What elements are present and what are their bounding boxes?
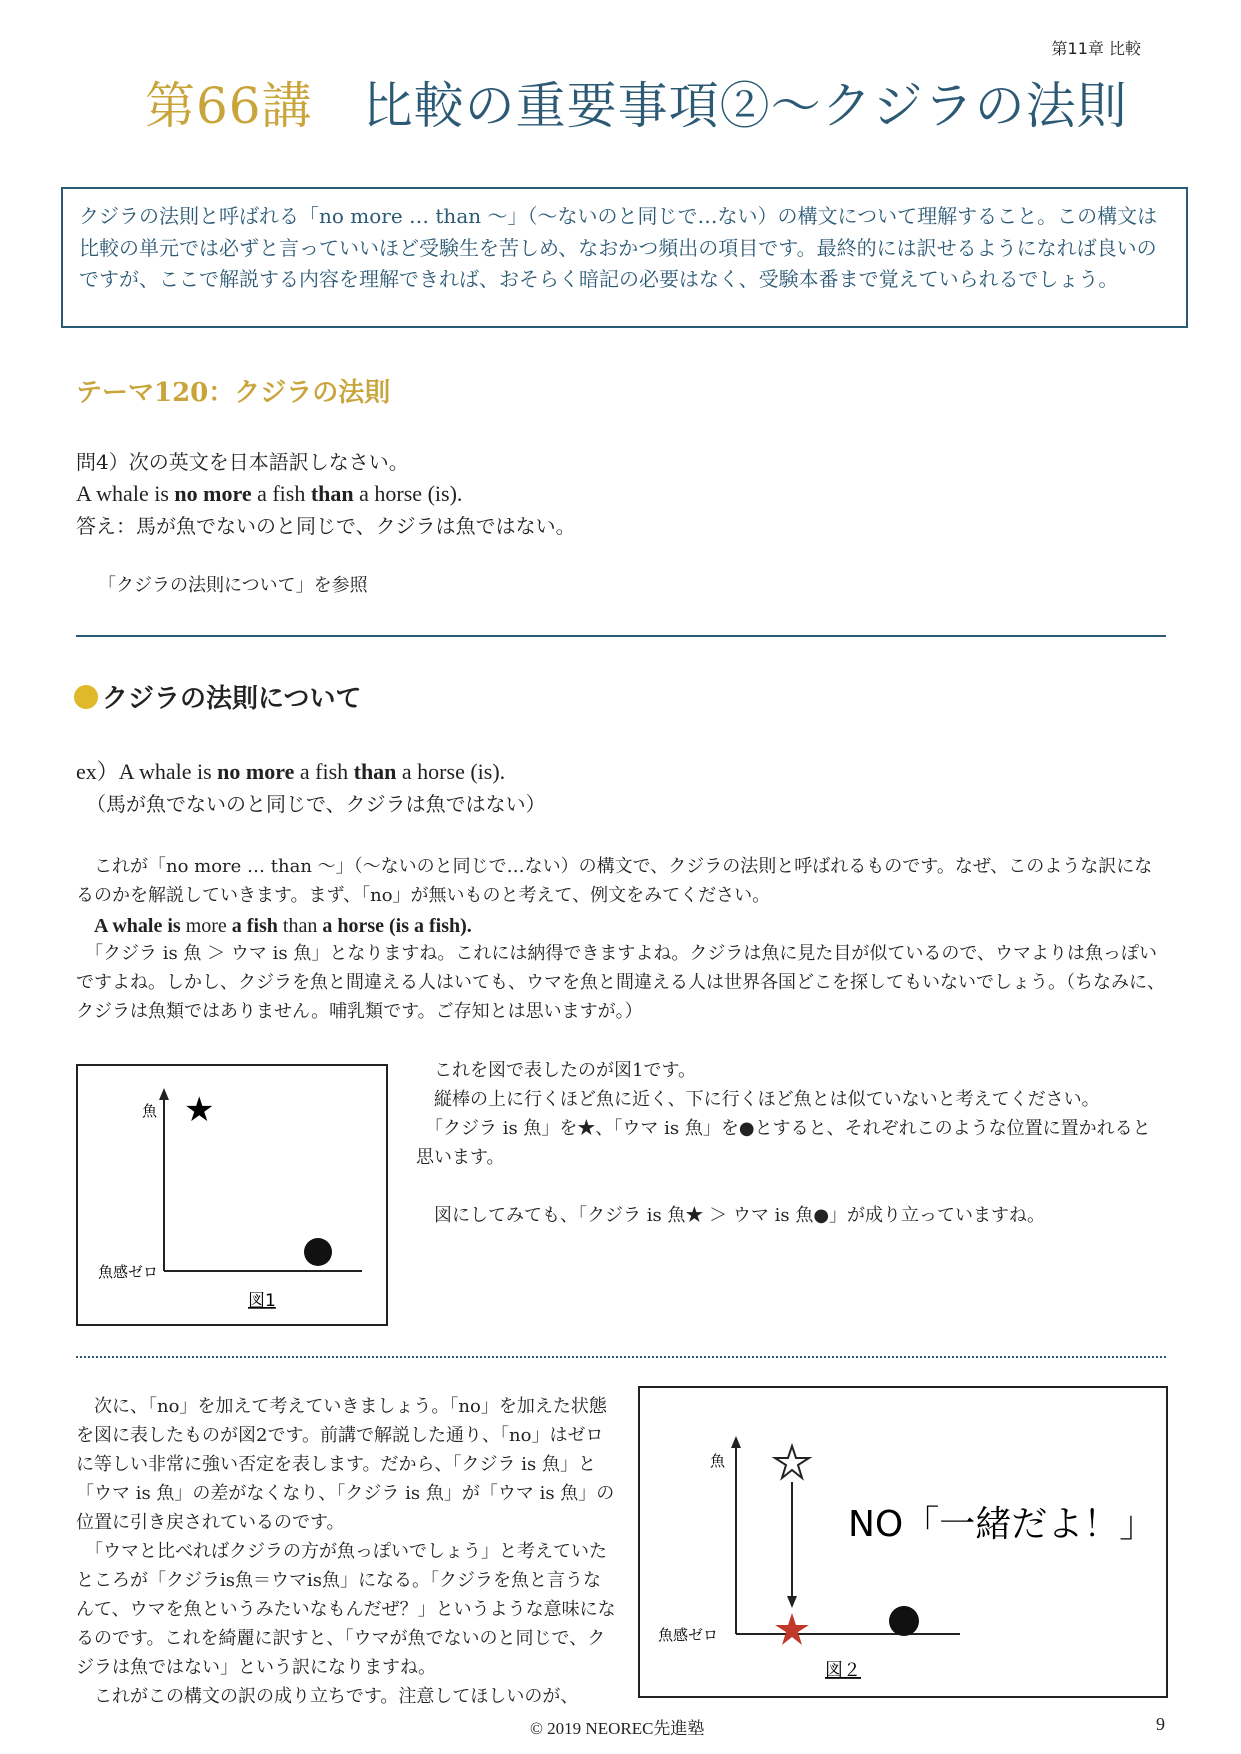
question-sentence: A whale is no more a fish than a horse (is). (76, 481, 463, 506)
chapter-label: 第11章 比較 (1051, 39, 1141, 58)
example-no-removed: A whale is more a fish than a horse (is a fish). (94, 915, 472, 937)
example-translation: （馬が魚でないのと同じで、クジラは魚ではない） (86, 792, 546, 816)
axis-bottom-label: 魚感ゼロ (658, 1626, 719, 1644)
example-sentence: ex）A whale is no more a fish than a horse (is). (76, 759, 506, 784)
figure-caption: 図1 (248, 1291, 276, 1311)
whale-star-outline-icon (775, 1446, 809, 1478)
paragraph: 「クジラ is 魚 ＞ ウマ is 魚」となりますね。これには納得できますよね。クジラは魚に見た目が似ているので、ウマよりは魚っぽいですよね。しかし、クジラを魚と間違える人はいても、ウマを魚と間違える人は世界各国どこを探してもいないでしょう。（ちなみに、クジラは魚類ではありません。哺乳類です。ご存知とは思いますが。） (76, 943, 1165, 1022)
whale-star-icon: ★ (184, 1090, 215, 1130)
axis-bottom-label: 魚感ゼロ (98, 1263, 159, 1281)
whale-star-red-icon (775, 1613, 809, 1645)
lecture-title: 比較の重要事項②〜クジラの法則 (362, 77, 1128, 135)
reference-note: 「クジラの法則について」を参照 (98, 575, 368, 596)
dotted-divider (76, 1356, 1166, 1358)
figure-2 (638, 1386, 1168, 1698)
figure-1 (76, 1064, 388, 1326)
question-prompt: 問4）次の英文を日本語訳しなさい。 (76, 450, 409, 474)
theme-heading: テーマ120：クジラの法則 (76, 378, 391, 408)
paragraph-column: 次に、「no」を加えて考えていきましょう。「no」を加えた状態を図に表したものが図2です。前講で解説した通り、「no」はゼロに等しい非常に強い否定を表します。だから、「クジラ is 魚」と「ウマ is 魚」の差がなくなり、「クジラ is 魚」が「ウマ is 魚」の位置に引き戻されているのです。 「ウマと比べればクジラの方が魚っぽいでしょう」と考えていたところが「クジラis魚＝ウマis魚」になる。「クジラを魚と言うなんて、ウマを魚というみたいなもんだぜ？」というような意味になるのです。これを綺麗に訳すと、「ウマが魚でないのと同じで、クジラは魚ではない」という訳になりますね。 これがこの構文の訳の成り立ちです。注意してほしいのが、 (76, 1396, 616, 1707)
lecture-number: 第66講 (145, 77, 313, 135)
section-heading: クジラの法則について (74, 678, 361, 715)
figure-caption: 図２ (825, 1660, 861, 1681)
question-answer: 答え：馬が魚でないのと同じで、クジラは魚ではない。 (76, 514, 576, 538)
speech-text: NO「一緒だよ！」 (848, 1504, 1156, 1545)
horse-dot-icon (889, 1606, 919, 1636)
page-number: 9 (1156, 1714, 1165, 1734)
axis-top-label: 魚 (710, 1452, 726, 1470)
intro-box: クジラの法則と呼ばれる「no more … than 〜」（〜ないのと同じで…ない）の構文について理解すること。この構文は比較の単元では必ずと言っていいほど受験生を苦しめ、なおかつ頻出の項目です。最終的には訳せるようになれば良いのですが、ここで解説する内容を理解できれば、おそらく暗記の必要はなく、受験本番まで覚えていられるでしょう。 (61, 187, 1188, 328)
horse-dot-icon (304, 1238, 332, 1266)
divider (76, 635, 1166, 637)
paragraph: これが「no more … than 〜」（〜ないのと同じで…ない）の構文で、クジラの法則と呼ばれるものです。なぜ、このような訳になるのかを解説していきます。まず、「no」が無いものと考えて、例文をみてください。 (76, 856, 1153, 906)
bullet-dot-icon (74, 685, 98, 709)
page-title (145, 66, 1128, 138)
axis-top-label: 魚 (142, 1102, 158, 1120)
figure-1-explanation: これを図で表したのが図1です。 縦棒の上に行くほど魚に近く、下に行くほど魚とは似ていないと考えてください。 「クジラ is 魚」を★、「ウマ is 魚」を●とすると、それぞれこのような位置に置かれると思います。 図にしてみても、「クジラ is 魚★ ＞ ウマ is 魚●」が成り立っていますね。 (416, 1060, 1151, 1226)
copyright: © 2019 NEOREC先進塾 (530, 1719, 705, 1738)
